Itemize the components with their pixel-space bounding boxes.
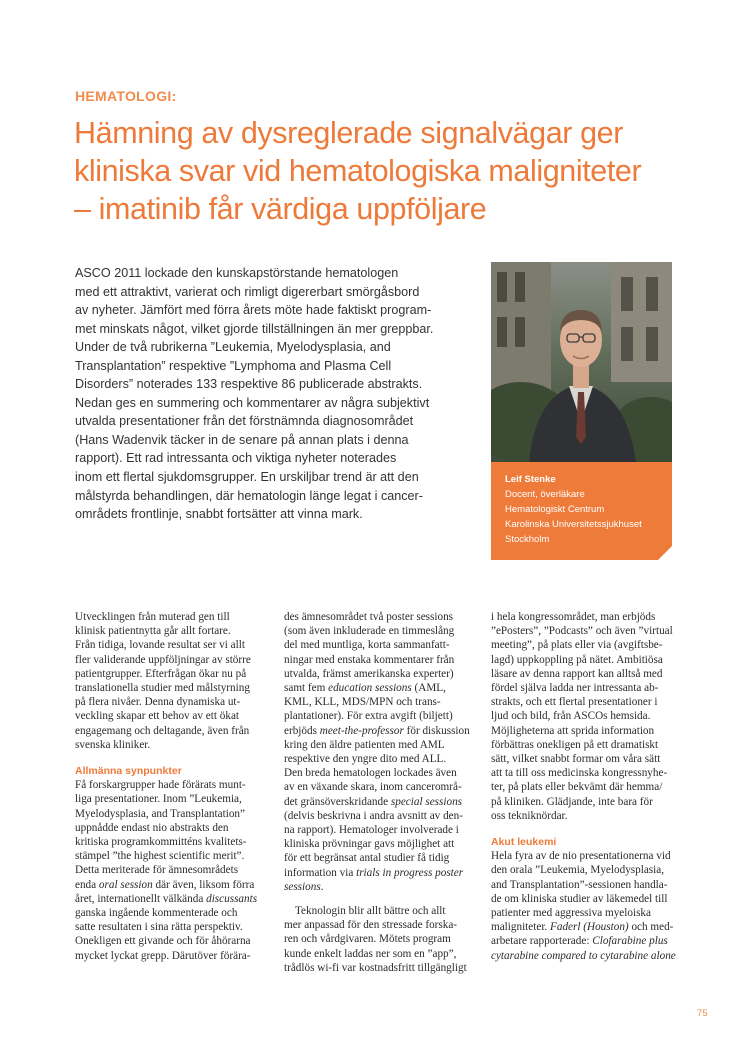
text-run: (AML,: [411, 682, 446, 695]
author-detail: Stockholm: [505, 534, 550, 545]
text-line: i hela kongressområdet, man erbjöds: [491, 611, 656, 623]
caption-corner-cut: [658, 546, 672, 560]
text-line: [284, 681, 479, 695]
text-run: information via: [284, 866, 357, 879]
body-column-1: [75, 610, 265, 963]
text-line: trådlös wi-fi var kostnadsfritt tillgängligt: [284, 961, 467, 974]
lede-line: Under de två rubrikerna ”Leukemia, Myelodysplasia, and: [75, 340, 391, 355]
text-line: på flera nivåer. Denna dynamiska ut-: [75, 696, 241, 709]
text-line: [491, 920, 681, 934]
text-line: patientgrupper. Efterfrågan ökar nu på: [75, 667, 247, 680]
text-run: .: [320, 880, 324, 893]
lede-line: utvalda presentationer från det förstnämnda diagnosområdet: [75, 414, 414, 429]
text-run: för diskussion: [403, 724, 470, 737]
subheading: Akut leukemi: [491, 836, 557, 849]
body-column-2: [284, 610, 479, 975]
italic-term: special sessions: [390, 795, 463, 808]
text-line: lagd) uppkoppling på nätet. Ambitiösa: [491, 653, 663, 666]
author-detail: Hematologiskt Centrum: [505, 504, 605, 515]
text-line: Teknologin blir allt bättre och allt: [295, 905, 446, 918]
author-portrait-illustration: [491, 262, 672, 462]
text-line: KML, KLL, MDS/MPN och trans-: [284, 696, 441, 709]
text-line: [284, 795, 479, 809]
text-run: det gränsöverskridande: [284, 795, 391, 808]
text-line: Detta meriterade för ämnesområdets: [75, 864, 239, 877]
text-line: Få forskargrupper hade förärats munt-: [75, 779, 246, 792]
text-line: [284, 866, 479, 880]
text-line: de om kliniska studier av läkemedel till: [491, 892, 668, 905]
text-line: na rapport). Hematologer involverade i: [284, 824, 459, 837]
lede-line: områdets frontlinje, snabbt fortsätter att vinna mark.: [75, 507, 363, 522]
lede-line: inom ett flertal sjukdomsgrupper. En urskiljbar trend är att den: [75, 470, 419, 485]
text-line: den orala ”Leukemia, Myelodysplasia,: [491, 864, 665, 877]
author-caption: [491, 462, 672, 560]
text-line: Möjligheterna att sprida information: [491, 724, 655, 737]
text-line: svenska kliniker.: [75, 738, 151, 751]
text-line: klinisk patientnytta går allt fortare.: [75, 625, 231, 638]
headline-line: Hämning av dysreglerade signalvägar ger: [74, 116, 623, 150]
text-run: samt fem: [284, 682, 329, 695]
lede-line: ASCO 2011 lockade den kunskapstörstande hematologen: [75, 266, 399, 280]
section-label: HEMATOLOGI:: [75, 88, 177, 104]
lede: [75, 264, 475, 524]
lede-line: Nedan ges en summering och kommentarer av några subjektivt: [75, 395, 430, 410]
text-line: [75, 878, 265, 892]
headline-line: kliniska svar vid hematologiska maligniteter: [74, 154, 642, 188]
text-run: enda: [75, 878, 99, 891]
lede-line: med ett attraktivt, varierat och rimligt digererbart smörgåsbord: [75, 284, 420, 299]
text-line: för ett begränsat antal studier få tidig: [284, 852, 450, 865]
body-column-3: [491, 610, 681, 963]
author-detail: Karolinska Universitetssjukhuset: [505, 519, 642, 530]
text-line: av en växande skara, inom cancerområ-: [284, 781, 462, 794]
text-line: [284, 880, 479, 894]
author-name: Leif Stenke: [505, 474, 556, 485]
text-run: maligniteter.: [491, 921, 551, 934]
text-line: sätt, vilket snabbt formar om våra sätt: [491, 753, 661, 766]
text-line: strakts, och ett flertal presentationer i: [491, 696, 658, 709]
italic-term: Faderl (Houston): [550, 921, 629, 934]
text-line: mycket lyckat grepp. Därutöver förära-: [75, 949, 251, 962]
text-run: och med-: [628, 921, 674, 934]
text-line: engagemang och deltagande, även från: [75, 724, 250, 737]
page-number: 75: [697, 1008, 708, 1019]
text-line: Utvecklingen från muterad gen till: [75, 611, 230, 623]
headline: [74, 114, 694, 228]
italic-term: education sessions: [328, 682, 412, 695]
text-line: kliniska prövningar gavs möjlighet att: [284, 838, 455, 851]
text-line: satte resultaten i sina rätta perspektiv.: [75, 921, 243, 934]
text-line: (delvis beskrivna i andra avsnitt av den-: [284, 809, 463, 822]
text-line: del med muntliga, korta sammanfatt-: [284, 639, 450, 652]
lede-line: Transplantation” respektive ”Lymphoma and Plasma Cell: [75, 358, 392, 373]
text-line: and Transplantation”-sessionen handla-: [491, 878, 668, 891]
text-line: respektive den yngre dito med ALL.: [284, 753, 447, 766]
text-line: mer anpassad för den stressade forska-: [284, 919, 458, 932]
italic-term: sessions: [284, 880, 321, 893]
italic-term: Clofarabine plus: [592, 935, 668, 948]
text-line: plantationer). För extra avgift (biljett): [284, 710, 453, 723]
text-line: meeting”, på plats eller via (avgiftsbe-: [491, 639, 663, 652]
text-line: utvalda, främst amerikanska experter): [284, 667, 454, 680]
italic-term: cytarabine compared to cytarabine alone: [491, 949, 676, 962]
lede-line: (Hans Wadenvik täcker in de senare på annan plats i denna: [75, 432, 409, 447]
text-line: uppnådde endast nio abstrakts den: [75, 821, 229, 834]
text-line: ningar med enstaka kommentarer från: [284, 653, 455, 666]
text-line: Myelodysplasia, and Transplantation”: [75, 807, 245, 820]
text-line: fler validerande uppföljningar av större: [75, 653, 251, 666]
text-line: ganska ingående kommenterade och: [75, 907, 238, 920]
italic-term: trials in progress poster: [356, 866, 464, 879]
text-line: att ta till oss medicinska kongressnyhe-: [491, 767, 668, 780]
text-line: ljud och bild, från ASCOs hemsida.: [491, 710, 651, 723]
text-line: ren och vårdgivaren. Mötets program: [284, 933, 451, 946]
text-line: veckling skapar ett behov av ett ökat: [75, 710, 240, 723]
text-line: oss tekniknördar.: [491, 809, 568, 822]
text-line: kring den äldre patienten med AML: [284, 738, 445, 751]
lede-line: målstyrda behandlingen, där hematologin länge legat i cancer-: [75, 488, 423, 503]
text-line: translationella studier med målstyrning: [75, 682, 250, 695]
text-line: fördel själva ladda ner intressanta ab-: [491, 682, 659, 695]
italic-term: oral session: [98, 878, 153, 891]
text-line: på kliniken. Glädjande, inte bara för: [491, 795, 653, 808]
text-line: des ämnesområdet två poster sessions: [284, 611, 454, 623]
text-line: ”ePosters”, ”Podcasts” och även ”virtual: [491, 625, 673, 638]
text-line: [75, 892, 265, 906]
text-line: liga presentationer. Inom ”Leukemia,: [75, 793, 242, 806]
text-line: läsare av denna rapport kan alltså med: [491, 667, 663, 680]
text-run: året, internationellt välkända: [75, 892, 207, 905]
text-line: Hela fyra av de nio presentationerna vid: [491, 850, 671, 863]
text-line: stämpel ”the highest scientific merit”.: [75, 850, 245, 863]
italic-term: meet-the-professor: [319, 724, 404, 737]
italic-term: discussants: [206, 892, 258, 905]
text-line: patienter med aggressiva myeloiska: [491, 907, 651, 920]
author-detail: Docent, överläkare: [505, 489, 585, 500]
text-line: Från tidiga, lovande resultat ser vi allt: [75, 639, 245, 652]
text-line: kritiska programkommitténs kvalitets-: [75, 836, 247, 849]
text-line: (som även inkluderade en timmeslång: [284, 625, 455, 638]
lede-line: rapport). Ett rad intressanta och viktiga nyheter noterades: [75, 451, 397, 466]
subheading: Allmänna synpunkter: [75, 765, 182, 778]
text-line: [491, 949, 681, 963]
text-line: ter, på plats eller bekvämt där hemma/: [491, 781, 663, 794]
author-photo: [491, 262, 672, 462]
text-line: [491, 934, 681, 948]
text-run: arbetare rapporterade:: [491, 935, 593, 948]
text-line: Onekligen ett givande och för åhörarna: [75, 935, 251, 948]
lede-line: av nyheter. Jämfört med förra årets möte hade faktiskt program-: [75, 303, 432, 318]
text-line: förbättras onekligen på ett dramatiskt: [491, 738, 659, 751]
headline-line: – imatinib får värdiga uppföljare: [74, 192, 487, 226]
text-line: [284, 724, 479, 738]
text-line: Den breda hematologen lockades även: [284, 767, 457, 780]
text-run: där även, liksom förra: [152, 878, 255, 891]
lede-line: Disorders” noterades 133 respektive 86 publicerade abstrakts.: [75, 377, 423, 392]
text-line: kunde enkelt laddas ner som en ”app”,: [284, 947, 457, 960]
text-run: erbjöds: [284, 724, 320, 737]
lede-line: met minskats något, vilket gjorde tillställningen än mer greppbar.: [75, 321, 434, 336]
